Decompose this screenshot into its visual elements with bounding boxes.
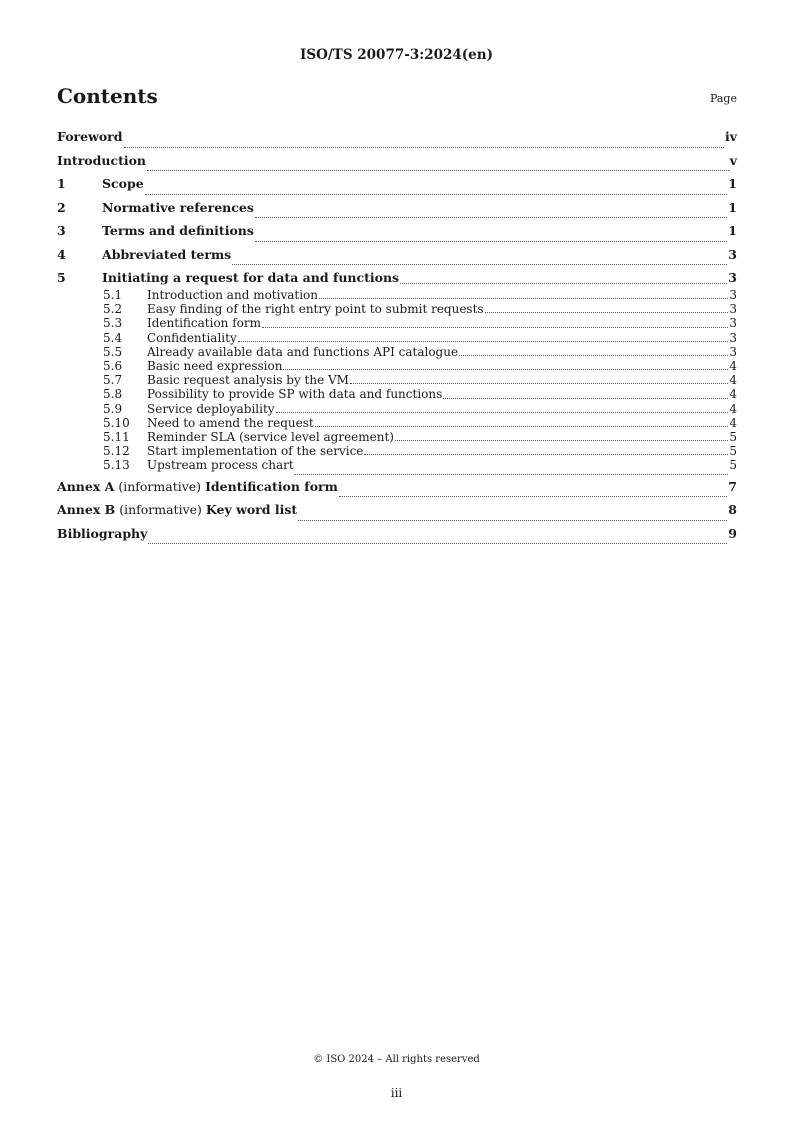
toc-entry-number: 5.6 [103,358,123,373]
toc-entry-number: 5.3 [103,316,123,331]
annex-label: Annex B [57,502,116,518]
dot-leader [295,473,729,475]
toc-entry-title: Introduction [57,152,147,168]
toc-entry-annex-b[interactable] [57,501,737,525]
toc-entry-clause-4[interactable] [57,246,737,270]
toc-entry-number: 3 [57,223,66,238]
dot-leader [232,263,727,265]
toc-entry-title: Abbreviated terms [102,246,232,262]
page-column-label: Page [709,92,737,105]
toc-entry-subclause-5-13[interactable] [57,458,737,478]
toc-entry-title: Upstream process chart [147,458,294,473]
dot-leader [350,382,728,384]
toc-entry-title: Normative references [102,199,254,215]
dot-leader [148,542,727,544]
toc-entry-page: v [729,152,737,168]
dot-leader [238,340,729,342]
toc-entry-page: 4 [729,387,737,402]
dot-leader [298,519,727,521]
toc-entry-page: 1 [728,199,737,215]
toc-entry-page: 9 [728,525,737,541]
toc-entry-title: Start implementation of the service [147,444,364,459]
dot-leader [395,439,728,441]
annex-type: (informative) [119,502,202,518]
toc-entry-bibliography[interactable] [57,525,737,549]
toc-entry-page: 5 [729,444,737,459]
toc-entry-page: 4 [729,401,737,416]
dot-leader [319,297,728,299]
toc-entry-clause-2[interactable] [57,199,737,223]
toc-entry-subclause-5-6[interactable] [57,359,737,373]
dot-leader [283,368,728,370]
toc-entry-title: Reminder SLA (service level agreement) [147,429,394,444]
toc-entry-subclause-5-5[interactable] [57,345,737,359]
toc-entry-title: Initiating a request for data and functions [102,270,400,285]
toc-entry-number: 5.8 [103,387,123,402]
document-id: ISO/TS 20077-3:2024(en) [300,47,493,63]
toc-entry-title: Foreword [57,129,123,144]
annex-type: (informative) [118,478,202,494]
toc-entry-subclause-5-4[interactable] [57,331,737,345]
toc-entry-number: 5.7 [103,373,123,388]
dot-leader [339,495,727,497]
toc-entry-page: 7 [728,478,737,494]
toc-entry-number: 1 [57,176,66,191]
dot-leader [255,216,727,218]
toc-entry-subclause-5-11[interactable] [57,430,737,444]
toc-entry-page: 8 [728,502,737,518]
toc-entry-number: 5.2 [103,302,123,317]
toc-entry-title: Possibility to provide SP with data and functions [147,387,443,402]
toc-entry-number: 5.13 [103,458,130,473]
toc-entry-subclause-5-10[interactable] [57,416,737,430]
toc-entry-page: 4 [729,358,737,373]
dot-leader [262,326,728,328]
toc-entry-number: 5.4 [103,330,123,345]
contents-heading-row [57,84,737,114]
toc-entry-subclause-5-8[interactable] [57,387,737,401]
toc-entry-page: 3 [729,330,737,345]
toc-entry-title: Identification form [205,478,338,494]
toc-entry-number: 5.5 [103,344,123,359]
toc-entry-page: 3 [729,288,737,302]
toc-entry-subclause-5-7[interactable] [57,373,737,387]
toc-entry-page: 4 [729,415,737,430]
dot-leader [145,193,728,195]
toc-entry-number: 5.1 [103,288,123,302]
dot-leader [400,282,727,284]
toc-entry-subclause-5-2[interactable] [57,302,737,316]
toc-entry-number: 5.9 [103,401,123,416]
dot-leader [364,453,728,455]
table-of-contents [57,128,737,548]
toc-entry-number: 5.12 [103,444,130,459]
toc-entry-title: Scope [102,176,144,191]
toc-entry-title: Terms and definitions [102,223,254,238]
dot-leader [459,354,728,356]
toc-entry-page: 3 [729,316,737,331]
toc-entry-subclause-5-12[interactable] [57,444,737,458]
dot-leader [443,397,728,399]
toc-entry-clause-5[interactable] [57,269,737,288]
toc-entry-page: 5 [729,458,737,473]
toc-entry-foreword[interactable] [57,128,737,152]
toc-entry-subclause-5-1[interactable] [57,288,737,302]
toc-entry-page: 1 [728,223,737,238]
toc-entry-page: iv [724,129,737,144]
toc-entry-title: Need to amend the request [147,415,314,430]
toc-entry-page: 3 [728,246,737,262]
toc-entry-title: Already available data and functions API catalogue [147,344,459,359]
dot-leader [485,311,729,313]
toc-entry-introduction[interactable] [57,152,737,176]
toc-entry-page: 3 [729,302,737,317]
toc-entry-clause-1[interactable] [57,175,737,199]
copyright-notice: © ISO 2024 – All rights reserved [313,1054,480,1065]
toc-entry-page: 4 [729,373,737,388]
toc-entry-title: Identification form [147,316,261,331]
toc-entry-clause-3[interactable] [57,222,737,246]
toc-entry-title: Basic need expression [147,358,283,373]
dot-leader [124,146,724,148]
contents-title: Contents [57,84,158,108]
dot-leader [255,240,727,242]
toc-entry-number: 5.10 [103,415,130,430]
toc-entry-page: 1 [728,176,737,191]
toc-entry-page: 3 [729,344,737,359]
toc-entry-title: Service deployability [147,401,275,416]
dot-leader [147,169,729,171]
toc-entry-subclause-5-9[interactable] [57,402,737,416]
toc-entry-title: Easy finding of the right entry point to submit requests [147,302,484,317]
toc-entry-title: Introduction and motivation [147,288,318,302]
dot-leader [276,411,729,413]
page-number: iii [390,1086,403,1100]
toc-entry-number: 5 [57,270,66,285]
toc-entry-title: Basic request analysis by the VM [147,373,349,388]
toc-entry-title: Confidentiality [147,330,237,345]
toc-entry-page: 5 [729,429,737,444]
toc-entry-subclause-5-3[interactable] [57,316,737,330]
toc-entry-number: 2 [57,199,66,215]
toc-entry-annex-a[interactable] [57,478,737,502]
toc-entry-number: 5.11 [103,429,130,444]
toc-entry-title: Key word list [205,502,298,518]
toc-entry-title: Bibliography [57,525,148,541]
annex-label: Annex A [57,478,115,494]
toc-entry-number: 4 [57,246,66,262]
toc-entry-page: 3 [728,270,737,285]
dot-leader [315,425,729,427]
